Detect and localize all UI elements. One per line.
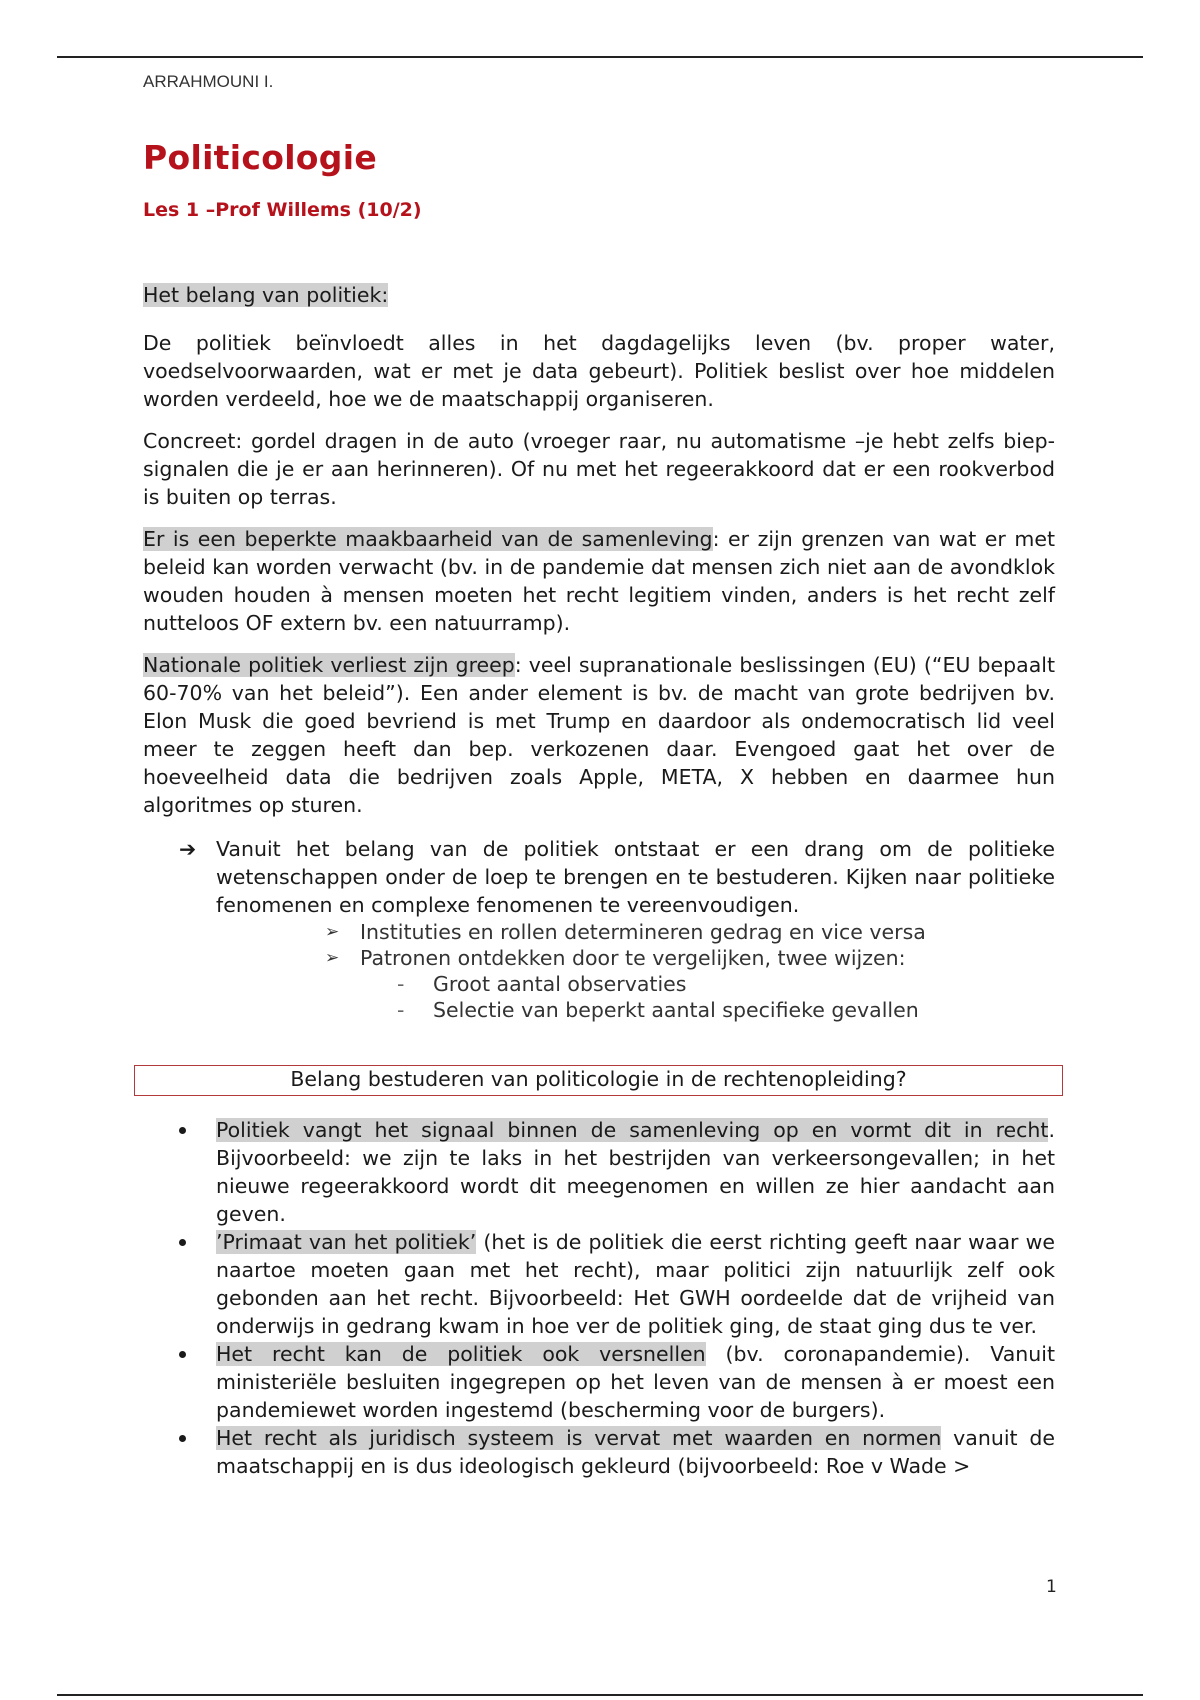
- boxed-heading: Belang bestuderen van politicologie in de rechtenopleiding?: [134, 1065, 1063, 1096]
- bullet-highlight: Het recht kan de politiek ook versnellen: [216, 1342, 706, 1366]
- list-item-text: Groot aantal observaties: [433, 972, 687, 996]
- paragraph-nationale-politiek: [143, 651, 1055, 819]
- lesson-subtitle: Les 1 –Prof Willems (10/2): [143, 199, 422, 221]
- dash-bullet-icon: -: [397, 972, 405, 996]
- paragraph-maakbaarheid: [143, 525, 1055, 637]
- paragraph-nationale-politiek-text: : veel supranationale beslissingen (EU) (“EU bepaalt 60-70% van het beleid”). Een ander element is bv. de macht van grote bedrijven bv. Elon Musk die goed bevriend is met Trump en daardoor als ondemocratisch lid veel meer te zeggen heeft dan bep. verkozenen daar. Evengoed gaat het over de hoeveelheid data die bedrijven zoals Apple, META, X hebben en daarmee hun algoritmes op sturen.: [143, 653, 1055, 817]
- section-heading-text: Het belang van politiek:: [143, 283, 389, 307]
- highlight-nationale-politiek: Nationale politiek verliest zijn greep: [143, 653, 515, 677]
- sub-list: [143, 919, 1055, 1023]
- right-arrow-icon: ➔: [179, 837, 197, 861]
- header-rule: [57, 56, 1143, 58]
- bullet-item: [143, 1116, 1055, 1228]
- section-heading: [143, 280, 1055, 311]
- document-body: [143, 280, 1055, 1480]
- bullet-item: [143, 1228, 1055, 1340]
- bullet-item: [143, 1340, 1055, 1424]
- document-author: ARRAHMOUNI I.: [143, 72, 274, 91]
- bullet-highlight: Het recht als juridisch systeem is vervat met waarden en normen: [216, 1426, 942, 1450]
- bullet-dot-icon: [179, 1435, 186, 1442]
- footer-rule: [57, 1694, 1143, 1696]
- bullet-dot-icon: [179, 1127, 186, 1134]
- list-item-text: Patronen ontdekken door te vergelijken, twee wijzen:: [360, 946, 906, 970]
- highlight-maakbaarheid: Er is een beperkte maakbaarheid van de samenleving: [143, 527, 713, 551]
- list-item: [143, 919, 1055, 945]
- paragraph-maakbaarheid-text: : er zijn grenzen van wat er met beleid kan worden verwacht (bv. in de pandemie dat mensen zich niet aan de avondklok wouden houden à mensen moeten het recht legitiem vinden, anders is het recht zelf nutteloos OF extern bv. een natuurramp).: [143, 527, 1055, 635]
- paragraph-intro: De politiek beïnvloedt alles in het dagdagelijks leven (bv. proper water, voedselvoorwaarden, wat er met je data gebeurt). Politiek beslist over hoe middelen worden verdeeld, hoe we de maatschappij organiseren.: [143, 331, 1055, 411]
- list-item-text: Instituties en rollen determineren gedrag en vice versa: [360, 920, 926, 944]
- arrowhead-bullet-icon: ➢: [325, 922, 340, 942]
- bullet-text: vanuit de maatschappij en is dus ideologisch gekleurd (bijvoorbeeld: Roe v Wade >: [216, 1426, 1055, 1478]
- list-item: [143, 945, 1055, 971]
- dash-bullet-icon: -: [397, 998, 405, 1022]
- bullet-highlight: ’Primaat van het politiek’: [216, 1230, 477, 1254]
- bullet-item: [143, 1424, 1055, 1480]
- bullet-text: . Bijvoorbeeld: we zijn te laks in het bestrijden van verkeersongevallen; in het nieuwe regeerakkoord wordt dit meegenomen en willen ze hier aandacht aan geven.: [216, 1118, 1055, 1226]
- arrow-point-text: Vanuit het belang van de politiek ontstaat er een drang om de politieke wetenschappen onder de loep te brengen en te bestuderen. Kijken naar politieke fenomenen en complexe fenomenen te vereenvoudigen.: [216, 837, 1055, 917]
- arrowhead-bullet-icon: ➢: [325, 948, 340, 968]
- page-number: 1: [1046, 1577, 1057, 1597]
- document-title: Politicologie: [143, 138, 377, 177]
- bullet-text: (het is de politiek die eerst richting geeft naar waar we naartoe moeten gaan met het recht), maar politici zijn natuurlijk zelf ook gebonden aan het recht. Bijvoorbeeld: Het GWH oordeelde dat de vrijheid van onderwijs in gedrang kwam in hoe ver de politiek ging, de staat ging dus te ver.: [216, 1230, 1055, 1338]
- bullet-dot-icon: [179, 1351, 186, 1358]
- bullet-list: [143, 1116, 1055, 1480]
- list-item: [143, 971, 1055, 997]
- paragraph-example: Concreet: gordel dragen in de auto (vroeger raar, nu automatisme –je hebt zelfs biep-signalen die je er aan herinneren). Of nu met het regeerakkoord dat er een rookverbod is buiten op terras.: [143, 429, 1055, 509]
- bullet-dot-icon: [179, 1239, 186, 1246]
- list-item: [143, 997, 1055, 1023]
- bullet-text: (bv. coronapandemie). Vanuit ministeriële besluiten ingegrepen op het leven van de mensen à er moest een pandemiewet worden ingestemd (bescherming voor de burgers).: [216, 1342, 1055, 1422]
- list-item-text: Selectie van beperkt aantal specifieke gevallen: [433, 998, 919, 1022]
- arrow-point: [143, 835, 1055, 919]
- bullet-highlight: Politiek vangt het signaal binnen de samenleving op en vormt dit in recht: [216, 1118, 1049, 1142]
